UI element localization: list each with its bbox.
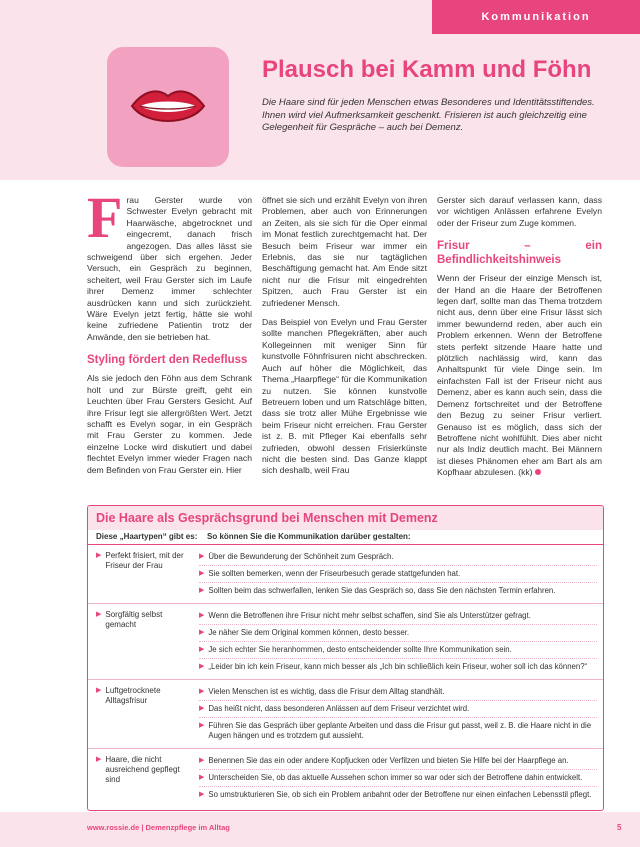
article-column-3 xyxy=(437,195,602,487)
arrow-right-icon: ▶ xyxy=(199,722,205,729)
page-number: 5 xyxy=(617,823,622,832)
arrow-right-icon: ▶ xyxy=(199,629,205,636)
dropcap: F xyxy=(87,185,123,250)
arrow-right-icon: ▶ xyxy=(199,587,205,594)
table-header xyxy=(88,530,603,545)
tip: Das heißt nicht, dass besonderen Anlässen auf dem Friseur verzichtet wird. xyxy=(208,704,470,713)
tip: Vielen Menschen ist es wichtig, dass die Frisur dem Alltag standhält. xyxy=(208,687,445,696)
table-header-type: Diese „Haartypen“ gibt es: xyxy=(96,532,198,541)
arrow-right-icon: ▶ xyxy=(96,687,102,694)
tip: Führen Sie das Gespräch über geplante Arbeiten und dass die Frisur gut passt, weil z. B. die Haare nicht in die Augen hängen und es trotzdem gut aussieht. xyxy=(208,721,592,740)
table-header-tips: So können Sie die Kommunikation darüber gestalten: xyxy=(207,532,411,541)
article-paragraph: Das Beispiel von Evelyn und Frau Gerster sollte manchen Pflegekräften, aber auch Kollegeinnen mit weniger Sinn für kunstvolle Föhnfrisuren nicht abschrecken. Auch auf höher die Möglichkeit, das Thema „Haarpflege“ für die Kommunikation zu nutzen. Sie können kunstvolle Betreuern loben und um Ratschläge bitten, dass sie trotz aller Mühe Ergebnisse wie beim Friseur nicht erreichen. Frau Gerster ist z. B. mit Pfleger Kai ebenfalls sehr zufrieden, obwohl dessen Frisierkünste nicht die besten sind. Das Ganze klappt sich deshalb, weil Frau xyxy=(262,317,427,476)
arrow-right-icon: ▶ xyxy=(199,663,205,670)
lips-icon xyxy=(107,47,229,167)
arrow-right-icon: ▶ xyxy=(199,612,205,619)
table-row xyxy=(88,749,603,807)
arrow-right-icon: ▶ xyxy=(96,756,102,763)
hair-type: Luftgetrocknete Alltagsfrisur xyxy=(105,686,161,705)
table-row xyxy=(88,680,603,749)
tip: Sollten beim das schwerfallen, lenken Sie das Gespräch so, dass Sie den nächsten Termin erfahren. xyxy=(208,586,556,595)
arrow-right-icon: ▶ xyxy=(199,688,205,695)
section-tab: Kommunikation xyxy=(432,0,640,34)
tip: Über die Bewunderung der Schönheit zum Gespräch. xyxy=(208,552,394,561)
tip: „Leider bin ich kein Friseur, kann mich besser als „Ich bin schließlich kein Friseur, woher soll ich das können?“ xyxy=(208,662,588,671)
arrow-right-icon: ▶ xyxy=(199,553,205,560)
article-paragraph: öffnet sie sich und erzählt Evelyn von ihren Problemen, aber auch von Erinnerungen an Zeiten, als sie sich für die Oper einmal im Monat festlich zurechtgemacht hat. Der Besuch beim Friseur war immer ein Erlebnis, das sie nur tagtäglichen Beschäftigung gemacht hat. Am Ende sitzt nicht nur die Frisur mit eingedrehten Spitzen, auch Frau Gerster ist ein zufriedener Mensch. xyxy=(262,195,427,308)
intro-text: Die Haare sind für jeden Menschen etwas Besonderes und Identitätsstiftendes. Ihnen wird viel Aufmerksamkeit geschenkt. Frisieren ist auch gleichzeitig eine Gelegenheit für Gespräche – auch bei Demenz. xyxy=(262,97,595,133)
tip: Je sich echter Sie heranhommen, desto entscheidender sollte Ihre Kommunikation sein. xyxy=(208,645,512,654)
tip: Sie sollten bemerken, wenn der Friseurbesuch gerade stattgefunden hat. xyxy=(208,569,461,578)
article-paragraph: Wenn der Friseur der einzige Mensch ist, der Hand an die Haare der Betroffenen legen darf, sollte man das Thema trotzdem nicht aus, denn über eine Frisur lässt sich immer bewundernd reden, aber auch ein Problem erkennen. Wenn der Betroffene stets perfekt sitzende Haare hatte und plötzlich nachlässig wird, kann das Anhaltspunkt für viele Dinge sein. Im einfachsten Fall ist der Friseur nicht aus Demenz, aber es kann auch sein, dass die Demenz fortschreitet und der Betroffene den Bezug zu seiner Frisur verliert. Genauso ist es möglich, dass sich der Betroffene nicht wohlfühlt. Dies aber nicht nur als Indiz deutlich macht. Bei Männern ist dieses Phänomen eher am Bart als am Kopfhaar abzulesen. (kk) xyxy=(437,273,602,478)
arrow-right-icon: ▶ xyxy=(96,552,102,559)
arrow-right-icon: ▶ xyxy=(199,774,205,781)
subheading: Styling fördert den Redefluss xyxy=(87,354,248,367)
arrow-right-icon: ▶ xyxy=(199,757,205,764)
article-paragraph: rau Gerster wurde von Schwester Evelyn gebracht mit Haarwäsche, abgetrocknet und eingecremt, danach frisch angezogen. Das alles lässt sie schweigend über sich ergehen. Jeder Versuch, ein Gespräch zu beginnen, scheitert, weil Frau Gerster sich im Laufe ihrer Demenz immer schlechter ausdrücken kann und sich zurückzieht. Wäre Evelyn jetzt fertig, hätte sie wohl keine zufriedene Patientin trotz der Anwände, den sie betrieben hat. xyxy=(87,195,252,342)
subheading: Frisur – ein Befindlichkeitshinweis xyxy=(437,240,602,267)
info-table xyxy=(87,505,604,811)
tip: Benennen Sie das ein oder andere Kopfjucken oder Verfilzen und bieten Sie Hilfe bei der Haarpflege an. xyxy=(208,756,569,765)
tip: Je näher Sie dem Original kommen können, desto besser. xyxy=(208,628,410,637)
table-row xyxy=(88,604,603,680)
footer-link[interactable]: www.rossie.de | Demenzpflege im Alltag xyxy=(87,823,230,832)
hair-type: Sorgfältig selbst gemacht xyxy=(105,610,163,629)
arrow-right-icon: ▶ xyxy=(199,791,205,798)
arrow-right-icon: ▶ xyxy=(199,705,205,712)
tip: So umstrukturieren Sie, ob sich ein Problem anbahnt oder der Betroffene nur einen einfachen Lebensstil pflegt. xyxy=(208,790,592,799)
article-paragraph: Als sie jedoch den Föhn aus dem Schrank holt und zur Bürste greift, geht ein Leuchten über Frau Gersters Gesicht. Auf ihre Frisur legt sie allergrößten Wert. Jetzt schafft es Evelyn sogar, in ein Gespräch mit Frau Gerster zu kommen. Jede einzelne Locke wird diskutiert und dabei flechtet Evelyn immer wieder Fragen nach dem Befinden von Frau Gerster ein. Hier xyxy=(87,373,252,475)
hair-type: Perfekt frisiert, mit der Friseur der Frau xyxy=(105,551,184,570)
arrow-right-icon: ▶ xyxy=(96,611,102,618)
arrow-right-icon: ▶ xyxy=(199,570,205,577)
end-mark-icon xyxy=(535,469,541,475)
page-title: Plausch bei Kamm und Föhn xyxy=(262,56,592,83)
hair-type: Haare, die nicht ausreichend gepflegt sind xyxy=(105,755,180,784)
article-column-2 xyxy=(262,195,427,485)
tip: Wenn die Betroffenen ihre Frisur nicht mehr selbst schaffen, sind Sie als Unterstützer gefragt. xyxy=(208,611,531,620)
arrow-right-icon: ▶ xyxy=(199,646,205,653)
article-paragraph: Gerster sich darauf verlassen kann, dass vor wichtigen Anlässen erfahrene Evelyn oder der Friseur zum Zuge kommen. xyxy=(437,195,602,228)
tip: Unterscheiden Sie, ob das aktuelle Aussehen schon immer so war oder sich der Betroffene dahin entwickelt. xyxy=(208,773,583,782)
table-title: Die Haare als Gesprächsgrund bei Menschen mit Demenz xyxy=(88,506,603,530)
table-row xyxy=(88,545,603,604)
article-column-1 xyxy=(87,185,252,484)
